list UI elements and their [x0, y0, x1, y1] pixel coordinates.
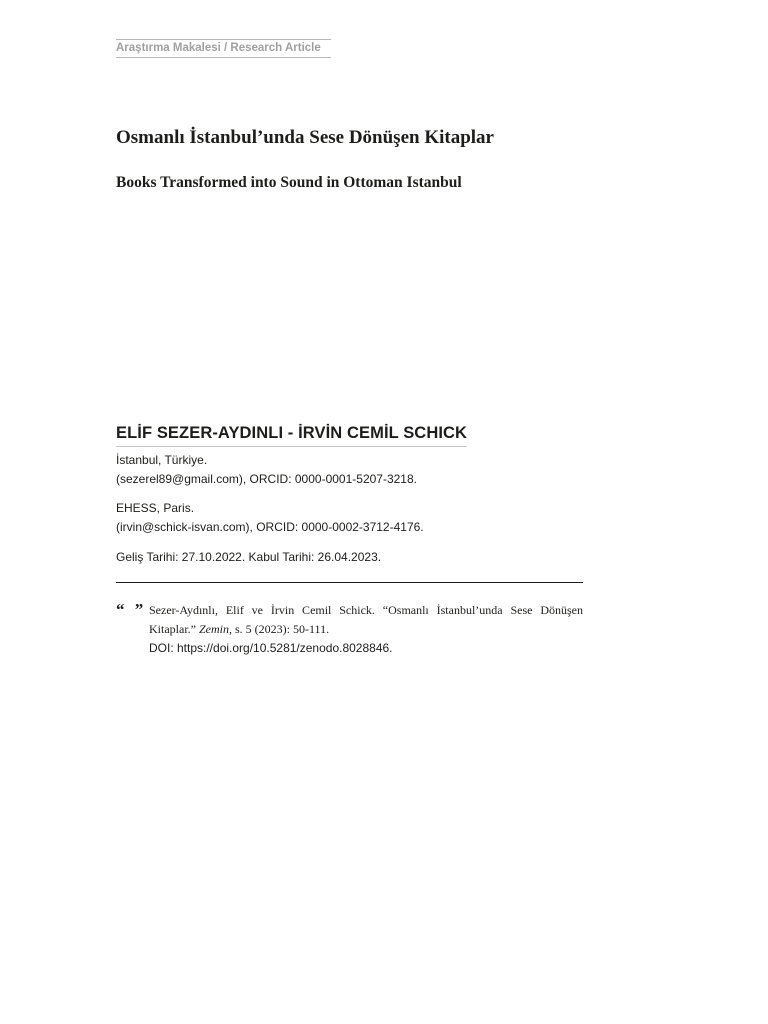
citation-volume: , s. 5 (2023): 50-111.	[228, 622, 330, 636]
author2-affiliation	[116, 499, 424, 536]
author2-location: EHESS, Paris.	[116, 501, 195, 515]
author-names	[116, 424, 467, 443]
citation-text: Sezer-Aydınlı, Elif ve İrvin Cemil Schick. “Osmanlı İstanbul’unda Sese Dönüşen Kitaplar.”	[149, 603, 583, 636]
article-title-english: Books Transformed into Sound in Ottoman Istanbul	[116, 174, 462, 191]
article-title-turkish: Osmanlı İstanbul’unda Sese Dönüşen Kitaplar	[116, 127, 494, 148]
citation-block	[149, 601, 583, 658]
author2-contact: (irvin@schick-isvan.com), ORCID: 0000-0002-3712-4176.	[116, 519, 424, 534]
article-type-label: Araştırma Makalesi / Research Article	[116, 39, 331, 58]
author1-location: İstanbul, Türkiye.	[116, 453, 208, 467]
citation-journal: Zemin	[198, 622, 229, 636]
author-names-text: ELİF SEZER-AYDINLI - İRVİN CEMİL SCHICK	[116, 424, 468, 442]
section-divider	[116, 582, 583, 583]
submission-dates: Geliş Tarihi: 27.10.2022. Kabul Tarihi: 26.04.2023.	[116, 550, 382, 564]
author1-affiliation	[116, 451, 417, 488]
quote-icon: “ ”	[116, 600, 147, 619]
citation-doi-link[interactable]: DOI: https://doi.org/10.5281/zenodo.8028846.	[149, 641, 393, 655]
author-names-underline	[116, 446, 467, 447]
author1-contact: (sezerel89@gmail.com), ORCID: 0000-0001-5207-3218.	[116, 471, 417, 486]
